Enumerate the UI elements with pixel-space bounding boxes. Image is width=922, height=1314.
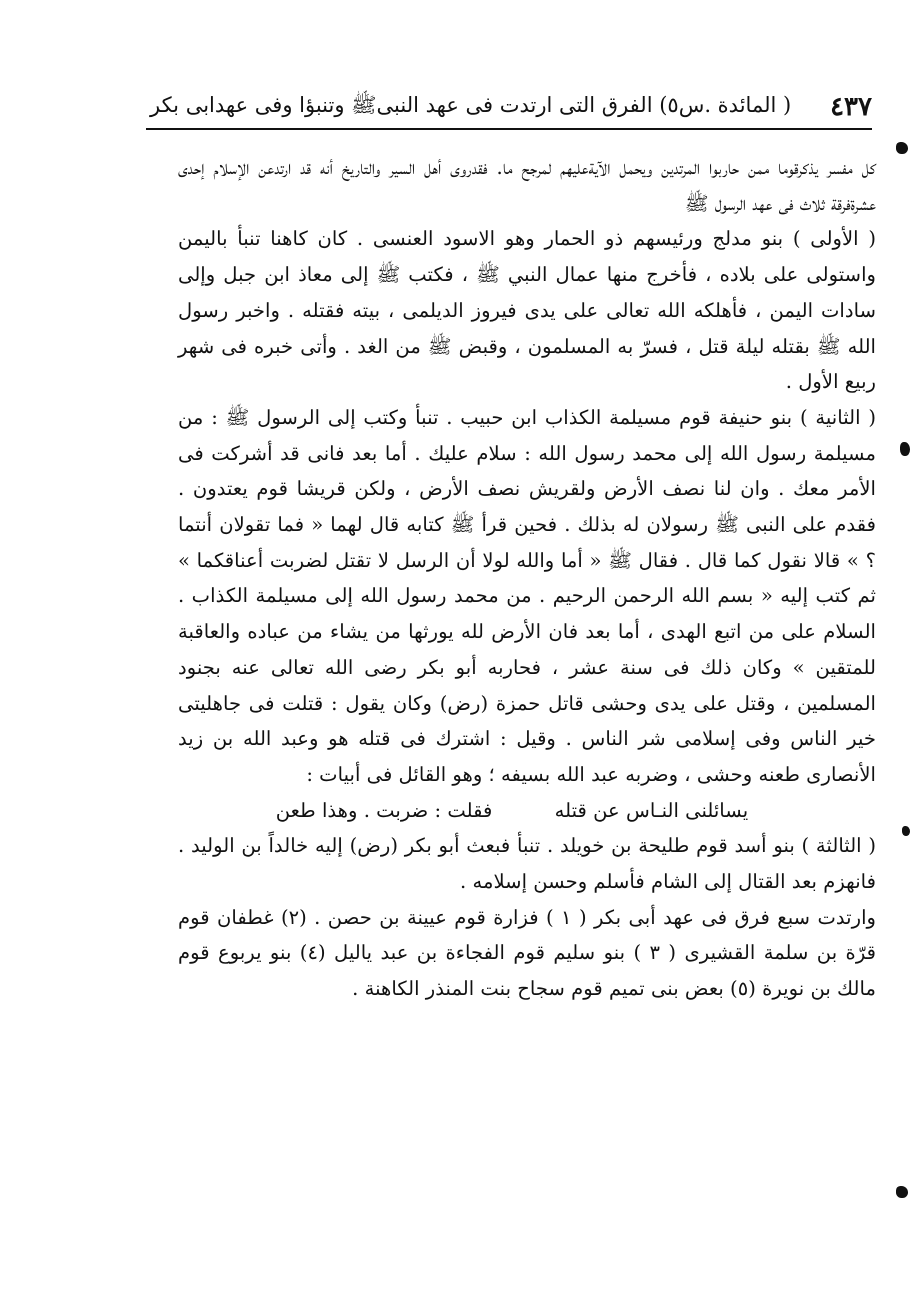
- verse-hemistich-2: فقلت : ضربت . وهذا طعن: [275, 798, 493, 822]
- verse-line: [178, 793, 876, 829]
- paragraph-first-sect: ( الأولى ) بنو مدلج ورئيسهم ذو الحمار وهو الاسود العنسى . كان كاهنا تنبأ باليمن واستولى على بلاده ، فأخرج منها عمال النبي ﷺ ، فكتب ﷺ إلى معاذ ابن جبل وإلى سادات اليمن ، فأهلكه الله تعالى على يدى فيروز الديلمى ، بيته فقتله . واخبر رسول الله ﷺ بقتله ليلة قتل ، فسرّ به المسلمون ، وقبض ﷺ من الغد . وأتى خبره فى شهر ربيع الأول .: [178, 227, 876, 394]
- page-number: ٤٣٧: [830, 92, 872, 122]
- ink-mark: [900, 442, 910, 456]
- page-body: [178, 150, 876, 1007]
- header-rule: [146, 128, 872, 130]
- verse-hemistich-1: يسائلنى النـاس عن قتله: [554, 798, 749, 822]
- running-title: ( المائدة .س٥) الفرق التى ارتدت فى عهد النبىﷺ وتنبؤا وفى عهدابى بكر: [150, 92, 792, 117]
- ink-mark: [902, 826, 910, 836]
- ink-mark: [896, 142, 908, 154]
- paragraph-abu-bakr-sects: وارتدت سبع فرق فى عهد أبى بكر ( ١ ) فزارة قوم عيينة بن حصن . (٢) غطفان قوم قرّة بن سلمة القشيرى ( ٣ ) بنو سليم قوم الفجاءة بن عبد ياليل (٤) بنو يربوع قوم مالك بن نويرة (٥) بعض بنى تميم قوم سجاح بنت المنذر الكاهنة .: [178, 905, 877, 1001]
- paragraph-third-sect: ( الثالثة ) بنو أسد قوم طليحة بن خويلد . تنبأ فبعث أبو بكر (رض) إليه خالداً بن الوليد . فانهزم بعد القتال إلى الشام فأسلم وحسن إسلامه .: [178, 834, 876, 894]
- paragraph-intro: كل مفسر يذكرقوما ممن حاربوا المرتدين ويحمل الآيةعليهم لمرجح ما. فقدروى أهل السير والتاريخ أنه قد ارتدعن الإسلام إحدى عشرةفرقة ثلاث فى عهد الرسول ﷺ: [178, 156, 876, 215]
- page-header: [150, 88, 872, 126]
- ink-mark: [896, 1186, 908, 1198]
- paragraph-second-sect: ( الثانية ) بنو حنيفة قوم مسيلمة الكذاب ابن حبيب . تنبأ وكتب إلى الرسول ﷺ : من مسيلمة رسول الله إلى محمد رسول الله : سلام عليك . أما بعد فانى قد أشركت فى الأمر معك . وان لنا نصف الأرض ولقريش نصف الأرض ، ولكن قريشا قوم يعتدون . فقدم على النبى ﷺ رسولان له بذلك . فحين قرأ ﷺ كتابه قال لهما « فما تقولان أنتما ؟ » قالا نقول كما قال . فقال ﷺ « أما والله لولا أن الرسل لا تقتل لضربت أعناقكما » ثم كتب إليه « بسم الله الرحمن الرحيم . من محمد رسول الله إلى مسيلمة الكذاب . السلام على من اتبع الهدى ، أما بعد فان الأرض لله يورثها من يشاء من عباده والعاقبة للمتقين » وكان ذلك فى سنة عشر ، فحاربه أبو بكر رضى الله تعالى عنه بجنود المسلمين ، وقتل على يدى وحشى قاتل حمزة (رض) وكان يقول : قتلت فى جاهليتى خير الناس وفى إسلامى شر الناس . وقيل : اشترك فى قتله هو وعبد الله بن زيد الأنصارى طعنه وحشى ، وضربه عبد الله بسيفه ؛ وهو القائل فى أبيات :: [178, 405, 876, 786]
